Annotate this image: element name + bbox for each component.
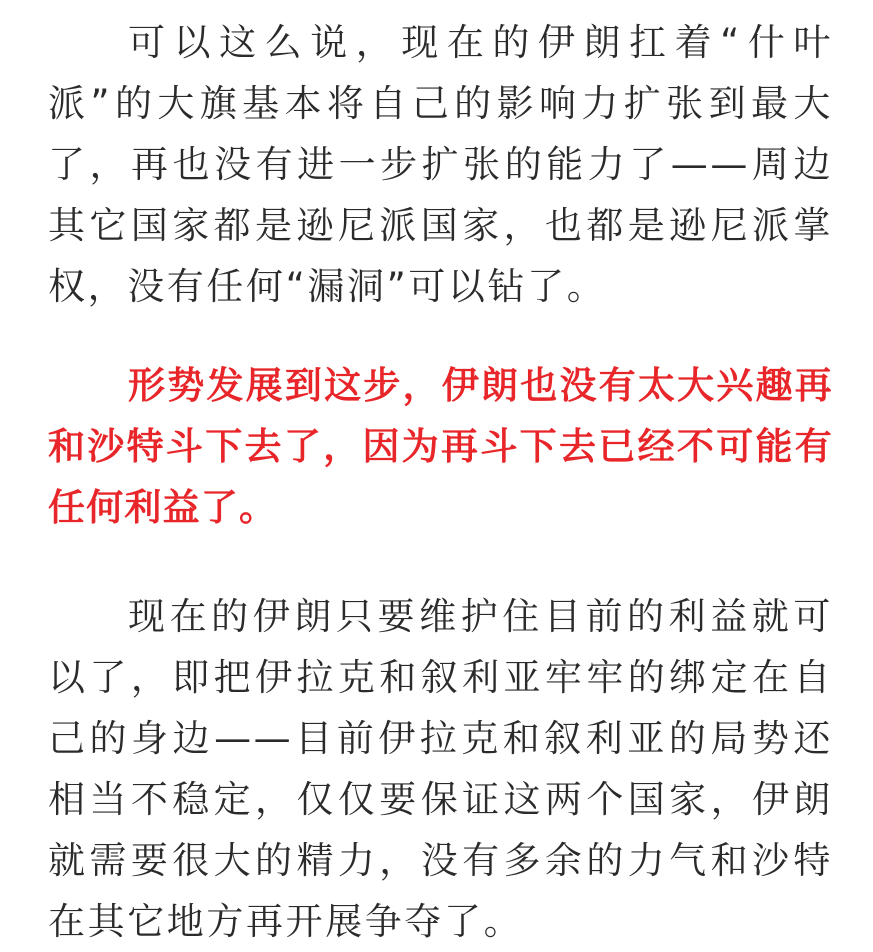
paragraph-iran-current-priorities: 现在的伊朗只要维护住目前的利益就可以了，即把伊拉克和叙利亚牢牢的绑定在自己的身边——目前伊拉克和叙利亚的局势还相当不稳定，仅仅要保证这两个国家，伊朗就需要很大的精力，没有多余的力气和沙特在其它地方再开展争夺了。	[48, 595, 833, 943]
paragraph-iran-influence: 可以这么说，现在的伊朗扛着“什叶派”的大旗基本将自己的影响力扩张到最大了，再也没有进一步扩张的能力了——周边其它国家都是逊尼派国家，也都是逊尼派掌权，没有任何“漏洞”可以钻了。	[48, 21, 833, 308]
paragraph-highlighted-conclusion: 形势发展到这步，伊朗也没有太大兴趣再和沙特斗下去了，因为再斗下去已经不可能有任何利益了。	[48, 364, 833, 529]
